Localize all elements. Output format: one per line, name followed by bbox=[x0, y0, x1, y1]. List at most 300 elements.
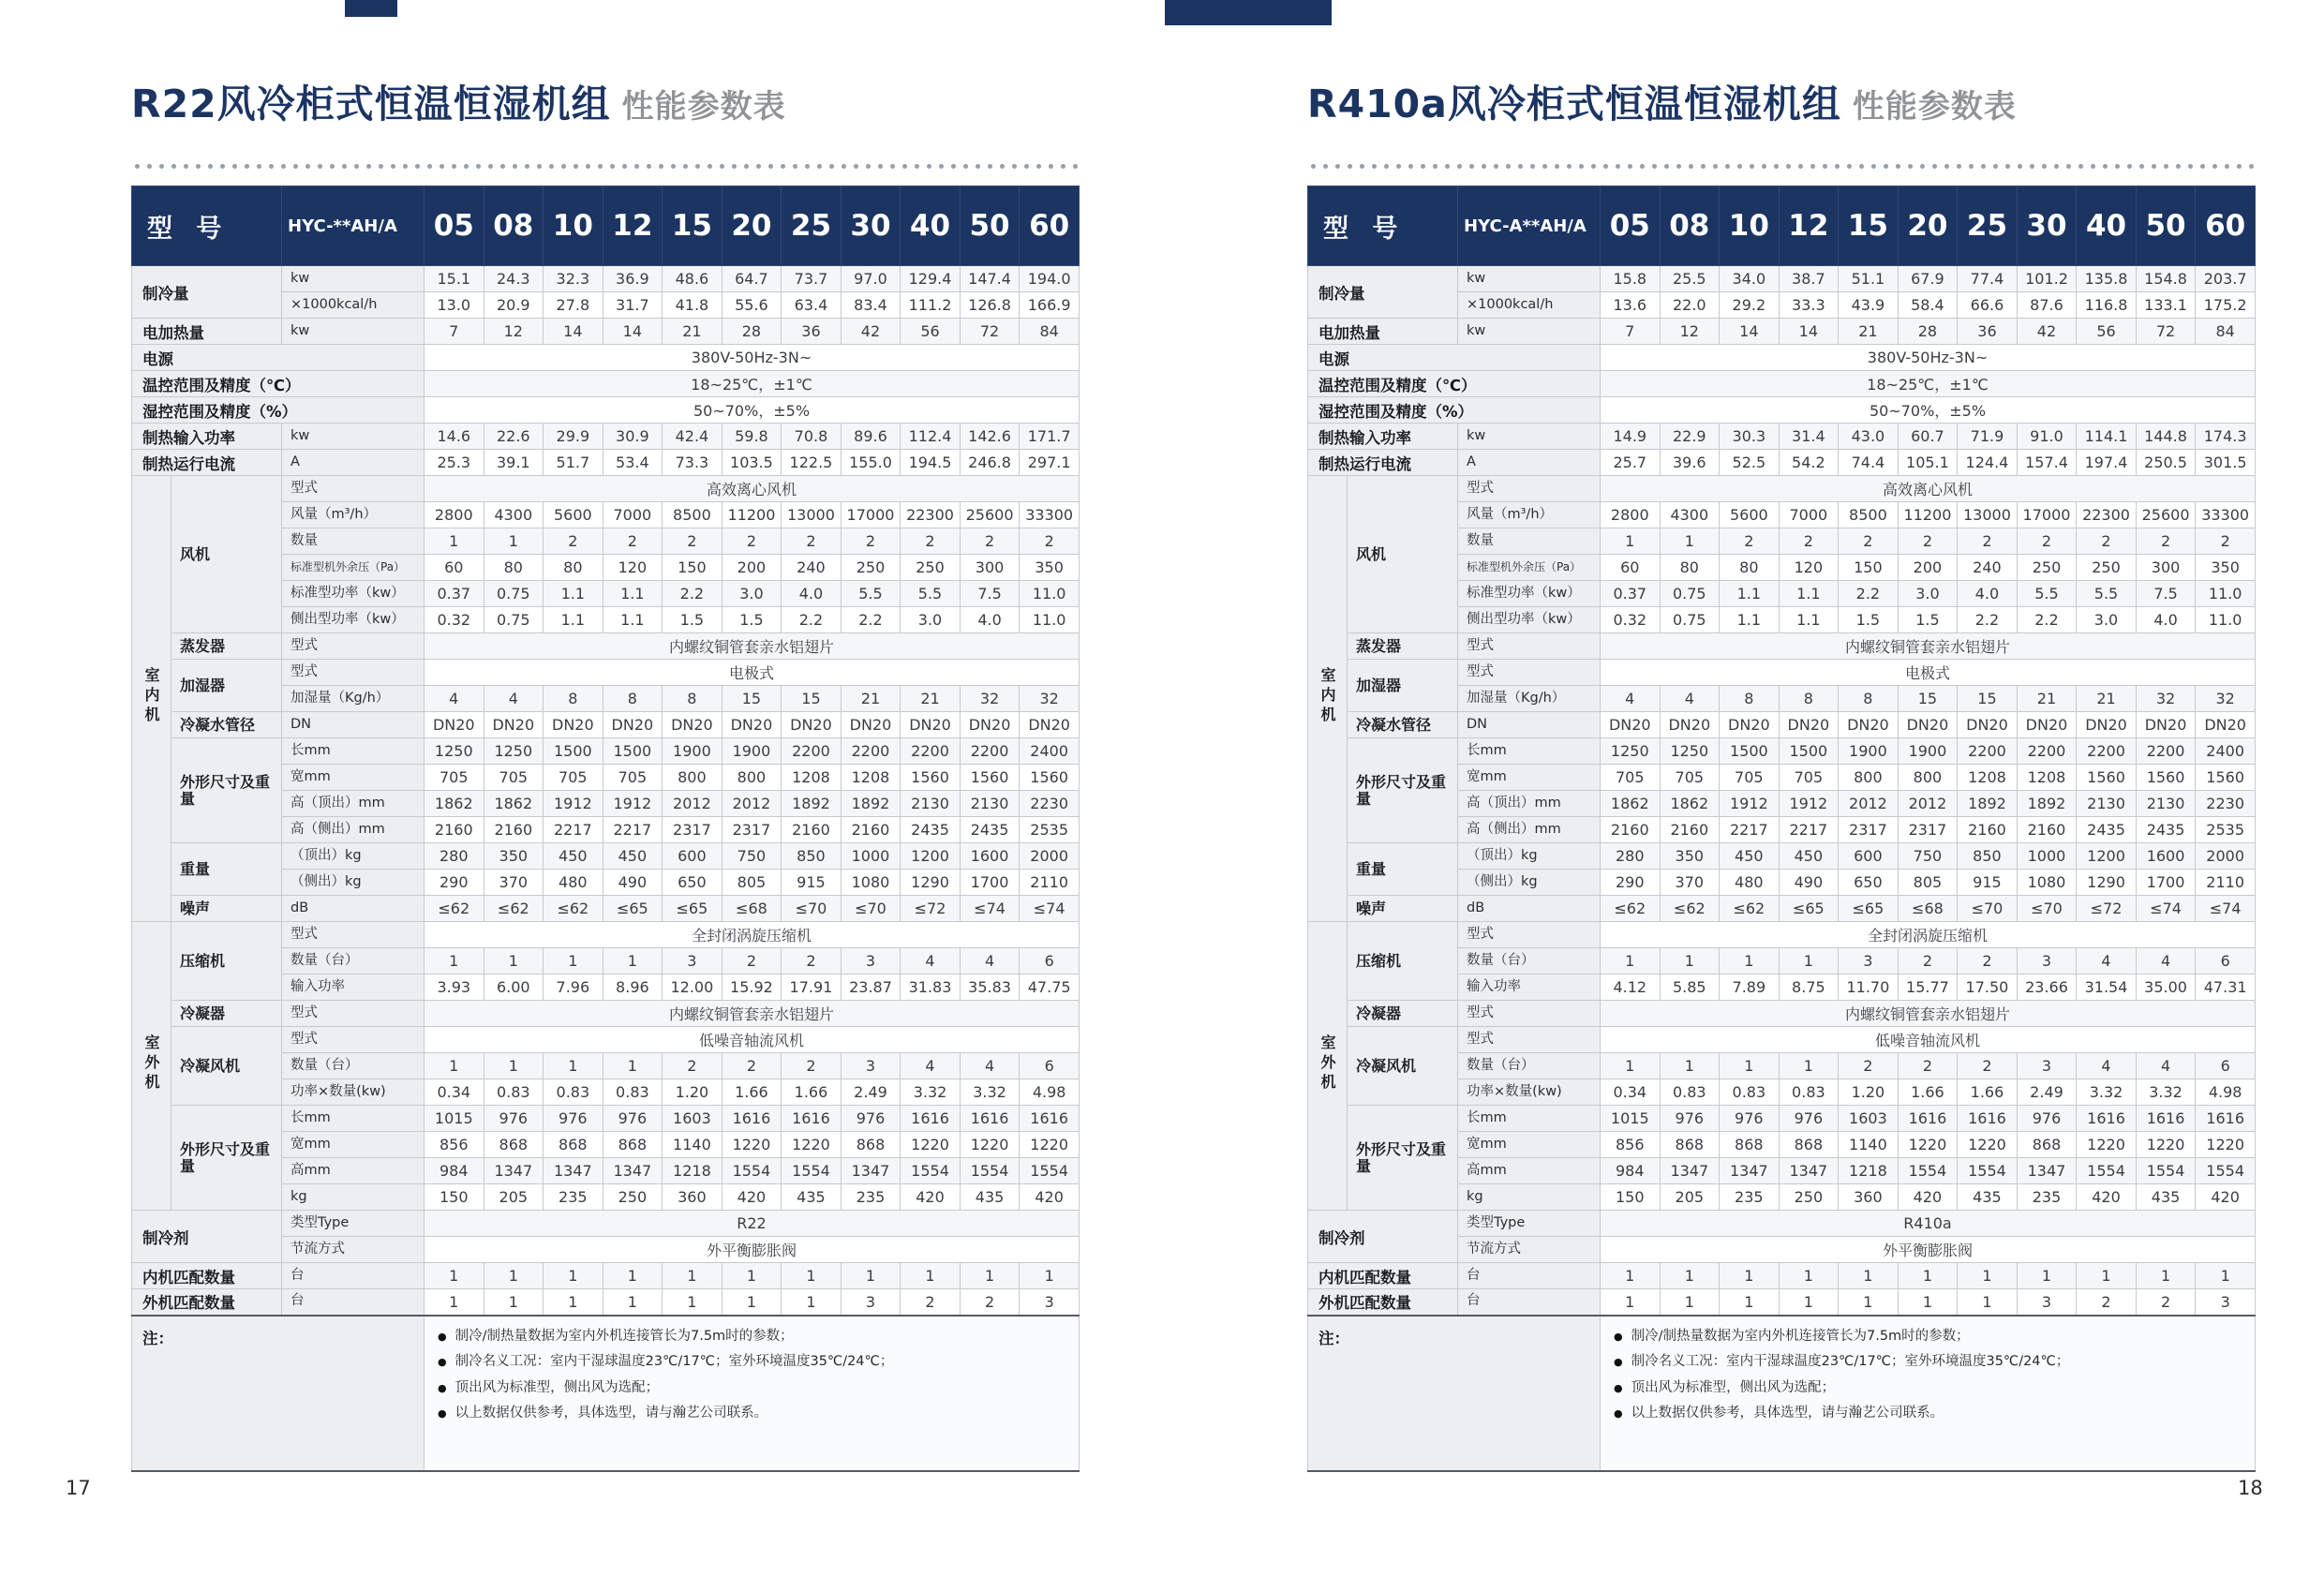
param-unit-cell bbox=[1458, 738, 1601, 765]
value-cell: 2 bbox=[782, 1053, 842, 1079]
span-value-cell-text: 内螺纹铜管套亲水铝翅片 bbox=[668, 638, 834, 657]
value-cell: 2 bbox=[2077, 528, 2137, 555]
param-unit-cell bbox=[282, 424, 425, 450]
value-cell: 2200 bbox=[1958, 738, 2018, 765]
value-cell: 1 bbox=[1779, 1053, 1839, 1079]
value-cell: 1 bbox=[1660, 1053, 1720, 1079]
param-unit-cell-text: 台 bbox=[290, 1293, 305, 1309]
value-cell: 14 bbox=[603, 319, 663, 345]
note-line bbox=[1614, 1328, 2242, 1346]
param-unit-cell-text: 型式 bbox=[290, 663, 318, 679]
value-cell: 4.0 bbox=[960, 607, 1020, 633]
table-row bbox=[132, 1106, 1080, 1132]
subgroup-label-cell bbox=[1348, 1001, 1458, 1027]
value-cell: 1 bbox=[1601, 1053, 1661, 1079]
subgroup-label-cell-text: 风机 bbox=[1356, 544, 1387, 563]
value-cell: 2000 bbox=[1020, 843, 1080, 870]
param-unit-cell-text: 风量（m³/h） bbox=[290, 506, 378, 522]
value-cell: 2230 bbox=[2196, 791, 2256, 817]
bullet-icon: ● bbox=[438, 1381, 447, 1394]
param-unit-cell-text: 台 bbox=[1467, 1293, 1481, 1309]
value-cell: 72 bbox=[960, 319, 1020, 345]
value-cell: 280 bbox=[1601, 843, 1661, 870]
param-unit-cell bbox=[282, 765, 425, 791]
value-cell: 5600 bbox=[544, 502, 603, 528]
value-cell: 5600 bbox=[1720, 502, 1780, 528]
model-size-cell: 15 bbox=[1839, 186, 1899, 266]
value-cell: 1290 bbox=[2077, 870, 2137, 896]
param-unit-cell-text: A bbox=[1467, 454, 1476, 469]
value-cell: 13000 bbox=[1958, 502, 2018, 528]
subgroup-label-cell-text: 冷凝器 bbox=[180, 1004, 226, 1022]
param-unit-cell bbox=[1458, 1237, 1601, 1263]
value-cell: 2 bbox=[901, 528, 961, 555]
value-cell: 1862 bbox=[1601, 791, 1661, 817]
subgroup-label-cell-text: 外形尺寸及重量 bbox=[1356, 1140, 1447, 1175]
value-cell: 114.1 bbox=[2077, 424, 2137, 450]
value-cell: 1 bbox=[1601, 1289, 1661, 1316]
row-label-cell bbox=[1308, 345, 1601, 371]
value-cell: 2217 bbox=[1720, 817, 1780, 843]
spec-table-grid bbox=[1307, 186, 2256, 1472]
value-cell: 30.9 bbox=[603, 424, 663, 450]
param-unit-cell bbox=[282, 292, 425, 319]
subgroup-label-cell-text: 冷凝风机 bbox=[1356, 1056, 1417, 1075]
value-cell: 13.0 bbox=[425, 292, 484, 319]
value-cell: ≤65 bbox=[1839, 896, 1899, 922]
param-unit-cell-text: 型式 bbox=[290, 926, 318, 942]
row-label-cell-text: 内机匹配数量 bbox=[1318, 1268, 1411, 1287]
value-cell: 1080 bbox=[841, 870, 901, 896]
value-cell: 1 bbox=[425, 948, 484, 974]
value-cell: 420 bbox=[2077, 1184, 2137, 1211]
value-cell: 29.2 bbox=[1720, 292, 1780, 319]
page-left-r22 bbox=[131, 82, 1080, 1472]
value-cell: 11200 bbox=[1898, 502, 1958, 528]
value-cell: 1290 bbox=[901, 870, 961, 896]
model-size-cell: 50 bbox=[960, 186, 1020, 266]
table-row bbox=[1308, 1289, 2256, 1316]
span-value-cell bbox=[1601, 345, 2256, 371]
value-cell: 8 bbox=[1839, 686, 1899, 712]
value-cell: 42 bbox=[841, 319, 901, 345]
value-cell: 1000 bbox=[2017, 843, 2077, 870]
value-cell: 1892 bbox=[1958, 791, 2018, 817]
value-cell: DN20 bbox=[2017, 712, 2077, 738]
param-unit-cell-text: 标准型机外余压（Pa） bbox=[1467, 560, 1582, 574]
param-unit-cell bbox=[1458, 1106, 1601, 1132]
value-cell: 1554 bbox=[2136, 1158, 2196, 1184]
param-unit-cell-text: 数量（台） bbox=[290, 1057, 359, 1073]
model-size-cell: 25 bbox=[782, 186, 842, 266]
span-value-cell bbox=[425, 1027, 1080, 1053]
param-unit-cell-text: 宽mm bbox=[290, 1136, 331, 1152]
note-text: 顶出风为标准型，侧出风为选配； bbox=[1631, 1379, 1836, 1395]
spec-table-r22 bbox=[131, 186, 1080, 1472]
value-cell: 1 bbox=[1660, 528, 1720, 555]
param-unit-cell bbox=[1458, 555, 1601, 581]
value-cell: 868 bbox=[841, 1132, 901, 1158]
value-cell: 12 bbox=[1660, 319, 1720, 345]
span-value-cell-text: 高效离心风机 bbox=[1882, 481, 1973, 499]
table-row bbox=[1308, 266, 2256, 292]
value-cell: 30.3 bbox=[1720, 424, 1780, 450]
param-unit-cell-text: A bbox=[290, 454, 300, 469]
subgroup-label-cell bbox=[1348, 1106, 1458, 1211]
value-cell: 490 bbox=[603, 870, 663, 896]
value-cell: 4 bbox=[2136, 948, 2196, 974]
subgroup-label-cell bbox=[171, 843, 282, 896]
value-cell: 1554 bbox=[1898, 1158, 1958, 1184]
value-cell: 91.0 bbox=[2017, 424, 2077, 450]
value-cell: 2 bbox=[603, 528, 663, 555]
value-cell: 194.5 bbox=[901, 450, 961, 476]
group-label-cell-text: 室内机 bbox=[142, 667, 160, 727]
value-cell: 15 bbox=[782, 686, 842, 712]
value-cell: 1616 bbox=[2196, 1106, 2256, 1132]
value-cell: 197.4 bbox=[2077, 450, 2137, 476]
value-cell: 43.0 bbox=[1839, 424, 1899, 450]
value-cell: 6 bbox=[1020, 1053, 1080, 1079]
value-cell: 4 bbox=[960, 948, 1020, 974]
notes-cell bbox=[1601, 1316, 2256, 1471]
value-cell: 4 bbox=[2077, 948, 2137, 974]
value-cell: 4300 bbox=[484, 502, 544, 528]
value-cell: 64.7 bbox=[722, 266, 782, 292]
value-cell: 5.85 bbox=[1660, 974, 1720, 1001]
model-size-cell: 20 bbox=[1898, 186, 1958, 266]
param-unit-cell-text: 型式 bbox=[290, 1004, 318, 1020]
page-number: 18 bbox=[2238, 1477, 2263, 1499]
value-cell: 3.0 bbox=[2077, 607, 2137, 633]
value-cell: ≤65 bbox=[603, 896, 663, 922]
notes-cell bbox=[425, 1316, 1080, 1471]
value-cell: 250 bbox=[1779, 1184, 1839, 1211]
model-size-cell: 20 bbox=[722, 186, 782, 266]
value-cell: DN20 bbox=[841, 712, 901, 738]
value-cell: 1080 bbox=[2017, 870, 2077, 896]
table-row bbox=[1308, 371, 2256, 397]
value-cell: ≤62 bbox=[1601, 896, 1661, 922]
value-cell: 4.0 bbox=[1958, 581, 2018, 607]
value-cell: 2 bbox=[722, 528, 782, 555]
value-cell: ≤65 bbox=[663, 896, 723, 922]
value-cell: 17000 bbox=[2017, 502, 2077, 528]
param-unit-cell-text: DN bbox=[290, 716, 312, 732]
value-cell: 235 bbox=[841, 1184, 901, 1211]
title-model-series: R22风冷柜式恒温恒湿机组 bbox=[131, 82, 611, 126]
value-cell: 11200 bbox=[722, 502, 782, 528]
param-unit-cell bbox=[1458, 1132, 1601, 1158]
value-cell: 235 bbox=[1720, 1184, 1780, 1211]
table-header-row bbox=[1308, 186, 2256, 266]
value-cell: 33.3 bbox=[1779, 292, 1839, 319]
subgroup-label-cell-text: 加湿器 bbox=[180, 676, 226, 694]
param-unit-cell bbox=[282, 686, 425, 712]
span-value-cell bbox=[1601, 1211, 2256, 1237]
value-cell: 1 bbox=[425, 1053, 484, 1079]
value-cell: 2435 bbox=[2077, 817, 2137, 843]
value-cell: 31.4 bbox=[1779, 424, 1839, 450]
span-value-cell bbox=[1601, 397, 2256, 424]
param-unit-cell-text: 台 bbox=[290, 1267, 305, 1283]
param-unit-cell-text: kw bbox=[1467, 427, 1486, 443]
row-label-cell-text: 制热输入功率 bbox=[1318, 428, 1411, 447]
group-label-cell-text: 室外机 bbox=[142, 1034, 160, 1094]
group-label-cell bbox=[132, 922, 171, 1211]
param-unit-cell-text: 宽mm bbox=[290, 768, 331, 784]
value-cell: 1554 bbox=[2077, 1158, 2137, 1184]
value-cell: 13.6 bbox=[1601, 292, 1661, 319]
model-code-cell: HYC-**AH/A bbox=[282, 186, 425, 266]
value-cell: 301.5 bbox=[2196, 450, 2256, 476]
table-row bbox=[132, 345, 1080, 371]
notes-row bbox=[132, 1316, 1080, 1471]
value-cell: 1 bbox=[901, 1263, 961, 1289]
param-unit-cell-text: 类型Type bbox=[1467, 1214, 1526, 1230]
value-cell: 23.87 bbox=[841, 974, 901, 1001]
subgroup-label-cell-text: 蒸发器 bbox=[1356, 636, 1402, 655]
value-cell: 4 bbox=[425, 686, 484, 712]
value-cell: DN20 bbox=[425, 712, 484, 738]
table-row bbox=[1308, 319, 2256, 345]
value-cell: 15 bbox=[1958, 686, 2018, 712]
value-cell: 77.4 bbox=[1958, 266, 2018, 292]
value-cell: 28 bbox=[722, 319, 782, 345]
param-unit-cell-text: ×1000kcal/h bbox=[1467, 296, 1554, 312]
value-cell: 1616 bbox=[1020, 1106, 1080, 1132]
param-unit-cell bbox=[282, 1132, 425, 1158]
value-cell: 1 bbox=[603, 1053, 663, 1079]
value-cell: DN20 bbox=[603, 712, 663, 738]
value-cell: 1.1 bbox=[603, 581, 663, 607]
param-unit-cell bbox=[282, 843, 425, 870]
param-unit-cell-text: 功率×数量(kw) bbox=[290, 1083, 386, 1099]
value-cell: 2317 bbox=[722, 817, 782, 843]
value-cell: 15 bbox=[1898, 686, 1958, 712]
value-cell: 4 bbox=[1601, 686, 1661, 712]
value-cell: 1900 bbox=[1839, 738, 1899, 765]
bullet-icon: ● bbox=[1614, 1407, 1623, 1421]
value-cell: 1900 bbox=[722, 738, 782, 765]
row-label-cell-text: 外机匹配数量 bbox=[142, 1294, 235, 1313]
table-row bbox=[1308, 345, 2256, 371]
value-cell: 1560 bbox=[901, 765, 961, 791]
value-cell: 1616 bbox=[960, 1106, 1020, 1132]
value-cell: 1 bbox=[2077, 1263, 2137, 1289]
value-cell: 868 bbox=[2017, 1132, 2077, 1158]
value-cell: 194.0 bbox=[1020, 266, 1080, 292]
value-cell: 2 bbox=[663, 528, 723, 555]
value-cell: 250 bbox=[603, 1184, 663, 1211]
value-cell: 2 bbox=[2077, 1289, 2137, 1316]
value-cell: DN20 bbox=[1601, 712, 1661, 738]
table-row bbox=[132, 424, 1080, 450]
value-cell: 1015 bbox=[425, 1106, 484, 1132]
value-cell: 2 bbox=[1898, 1053, 1958, 1079]
value-cell: 34.0 bbox=[1720, 266, 1780, 292]
value-cell: 435 bbox=[960, 1184, 1020, 1211]
value-cell: 1603 bbox=[1839, 1106, 1899, 1132]
value-cell: 11.0 bbox=[2196, 581, 2256, 607]
value-cell: 280 bbox=[425, 843, 484, 870]
span-value-cell bbox=[425, 1001, 1080, 1027]
param-unit-cell bbox=[282, 476, 425, 502]
value-cell: 2200 bbox=[2136, 738, 2196, 765]
model-header-label: 型 号 bbox=[132, 186, 282, 266]
value-cell: 1218 bbox=[663, 1158, 723, 1184]
model-size-cell: 05 bbox=[1601, 186, 1661, 266]
param-unit-cell bbox=[282, 266, 425, 292]
value-cell: 915 bbox=[782, 870, 842, 896]
value-cell: 2.2 bbox=[1958, 607, 2018, 633]
value-cell: 1220 bbox=[722, 1132, 782, 1158]
value-cell: 480 bbox=[544, 870, 603, 896]
value-cell: 2 bbox=[2136, 528, 2196, 555]
value-cell: 1220 bbox=[2136, 1132, 2196, 1158]
value-cell: 1560 bbox=[2077, 765, 2137, 791]
row-label-cell bbox=[1308, 266, 1458, 319]
value-cell: 2 bbox=[1898, 948, 1958, 974]
subgroup-label-cell-text: 冷凝水管径 bbox=[180, 715, 256, 734]
row-label-cell-text: 温控范围及精度（℃） bbox=[1318, 376, 1477, 394]
value-cell: 6 bbox=[1020, 948, 1080, 974]
value-cell: DN20 bbox=[960, 712, 1020, 738]
value-cell: 2160 bbox=[2017, 817, 2077, 843]
table-row bbox=[132, 1001, 1080, 1027]
value-cell: 2 bbox=[2196, 528, 2256, 555]
param-unit-cell-text: 高（顶出）mm bbox=[290, 795, 385, 811]
param-unit-cell-text: 型式 bbox=[1467, 480, 1494, 496]
value-cell: 2217 bbox=[544, 817, 603, 843]
table-row bbox=[132, 922, 1080, 948]
model-header-label: 型 号 bbox=[1308, 186, 1458, 266]
value-cell: 2 bbox=[1898, 528, 1958, 555]
value-cell: 984 bbox=[1601, 1158, 1661, 1184]
param-unit-cell-text: 长mm bbox=[290, 742, 331, 758]
value-cell: 1200 bbox=[2077, 843, 2137, 870]
value-cell: 1250 bbox=[1660, 738, 1720, 765]
notes-label: 注： bbox=[1308, 1316, 1601, 1471]
param-unit-cell-text: 长mm bbox=[1467, 1109, 1507, 1125]
value-cell: 150 bbox=[1601, 1184, 1661, 1211]
model-size-cell: 10 bbox=[1720, 186, 1780, 266]
subgroup-label-cell bbox=[171, 1001, 282, 1027]
param-unit-cell bbox=[1458, 266, 1601, 292]
value-cell: 2160 bbox=[841, 817, 901, 843]
value-cell: 1 bbox=[603, 948, 663, 974]
value-cell: DN20 bbox=[1720, 712, 1780, 738]
param-unit-cell-text: 高mm bbox=[290, 1162, 331, 1178]
value-cell: 1600 bbox=[2136, 843, 2196, 870]
value-cell: 7.5 bbox=[2136, 581, 2196, 607]
value-cell: 29.9 bbox=[544, 424, 603, 450]
value-cell: 2 bbox=[722, 1053, 782, 1079]
table-row bbox=[1308, 397, 2256, 424]
value-cell: 2000 bbox=[2196, 843, 2256, 870]
value-cell: 297.1 bbox=[1020, 450, 1080, 476]
value-cell: 1616 bbox=[901, 1106, 961, 1132]
value-cell: 14 bbox=[1779, 319, 1839, 345]
value-cell: 1700 bbox=[960, 870, 1020, 896]
model-size-cell: 08 bbox=[484, 186, 544, 266]
value-cell: 1250 bbox=[484, 738, 544, 765]
param-unit-cell bbox=[1458, 686, 1601, 712]
param-unit-cell-text: 加湿量（Kg/h） bbox=[290, 690, 390, 706]
value-cell: DN20 bbox=[663, 712, 723, 738]
param-unit-cell-text: 型式 bbox=[1467, 926, 1494, 942]
value-cell: 1220 bbox=[901, 1132, 961, 1158]
span-value-cell-text: 电极式 bbox=[728, 664, 774, 683]
value-cell: 2 bbox=[901, 1289, 961, 1316]
value-cell: 1 bbox=[1660, 1289, 1720, 1316]
row-label-cell-text: 外机匹配数量 bbox=[1318, 1294, 1411, 1313]
table-row bbox=[132, 397, 1080, 424]
value-cell: 1.66 bbox=[1958, 1079, 2018, 1106]
param-unit-cell-text: 数量 bbox=[1467, 532, 1494, 548]
value-cell: 2 bbox=[722, 948, 782, 974]
note-text: 以上数据仅供参考，具体选型，请与瀚艺公司联系。 bbox=[1631, 1406, 1944, 1421]
value-cell: 2 bbox=[1020, 528, 1080, 555]
row-label-cell bbox=[132, 345, 425, 371]
value-cell: 3 bbox=[1020, 1289, 1080, 1316]
value-cell: 116.8 bbox=[2077, 292, 2137, 319]
value-cell: 0.75 bbox=[484, 607, 544, 633]
param-unit-cell-text: 宽mm bbox=[1467, 1136, 1507, 1152]
param-unit-cell bbox=[282, 1053, 425, 1079]
model-size-cell: 40 bbox=[2077, 186, 2137, 266]
value-cell: 0.75 bbox=[484, 581, 544, 607]
row-label-cell-text: 电源 bbox=[142, 350, 173, 368]
value-cell: 80 bbox=[484, 555, 544, 581]
param-unit-cell bbox=[282, 660, 425, 686]
notes-label: 注： bbox=[132, 1316, 425, 1471]
value-cell: 2200 bbox=[841, 738, 901, 765]
value-cell: 74.4 bbox=[1839, 450, 1899, 476]
value-cell: 1.66 bbox=[782, 1079, 842, 1106]
param-unit-cell bbox=[282, 738, 425, 765]
note-line bbox=[438, 1379, 1065, 1398]
dotted-divider bbox=[1307, 162, 2256, 171]
value-cell: 868 bbox=[1660, 1132, 1720, 1158]
value-cell: 21 bbox=[901, 686, 961, 712]
value-cell: 235 bbox=[2017, 1184, 2077, 1211]
param-unit-cell bbox=[1458, 791, 1601, 817]
value-cell: DN20 bbox=[2196, 712, 2256, 738]
row-label-cell-text: 湿控范围及精度（%） bbox=[142, 402, 298, 421]
span-value-cell-text: R22 bbox=[737, 1214, 767, 1233]
value-cell: 8500 bbox=[663, 502, 723, 528]
value-cell: 8 bbox=[544, 686, 603, 712]
value-cell: 142.6 bbox=[960, 424, 1020, 450]
value-cell: 420 bbox=[1898, 1184, 1958, 1211]
value-cell: 3.0 bbox=[722, 581, 782, 607]
value-cell: 2 bbox=[2017, 528, 2077, 555]
param-unit-cell bbox=[282, 1263, 425, 1289]
param-unit-cell bbox=[282, 1158, 425, 1184]
param-unit-cell-text: （顶出）kg bbox=[290, 847, 362, 863]
value-cell: 150 bbox=[663, 555, 723, 581]
value-cell: 25600 bbox=[960, 502, 1020, 528]
value-cell: DN20 bbox=[1020, 712, 1080, 738]
value-cell: 0.34 bbox=[1601, 1079, 1661, 1106]
param-unit-cell bbox=[282, 528, 425, 555]
value-cell: 1862 bbox=[1660, 791, 1720, 817]
value-cell: 650 bbox=[1839, 870, 1899, 896]
value-cell: 2160 bbox=[1601, 817, 1661, 843]
value-cell: 2 bbox=[1958, 1053, 2018, 1079]
span-value-cell bbox=[425, 476, 1080, 502]
